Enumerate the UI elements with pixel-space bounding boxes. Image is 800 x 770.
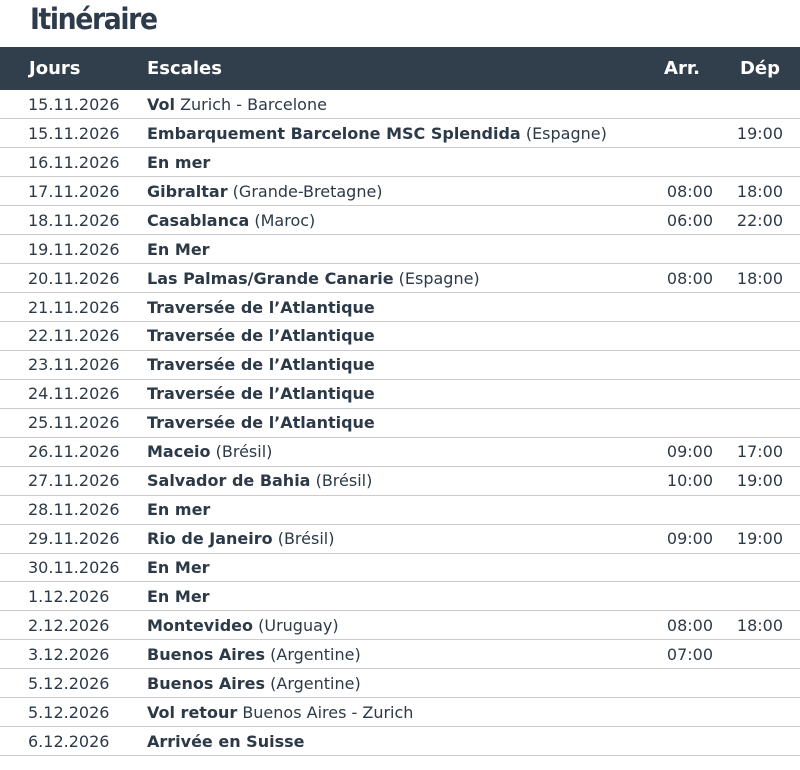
- cell-stop: [147, 640, 638, 669]
- itinerary-body: [0, 90, 800, 756]
- stop-name: En Mer: [147, 557, 210, 577]
- cell-stop: [147, 698, 638, 727]
- cell-arrival: [638, 553, 718, 582]
- cell-arrival: [638, 293, 718, 322]
- cell-stop: [147, 350, 638, 379]
- table-row: [0, 524, 800, 553]
- stop-name: Montevideo: [147, 615, 254, 635]
- cell-arrival: 06:00: [666, 210, 713, 230]
- cell-departure: [718, 698, 800, 727]
- cell-stop: [147, 466, 638, 495]
- table-row: [0, 669, 800, 698]
- cell-day: 17.11.2026: [28, 181, 120, 201]
- table-row: [0, 235, 800, 264]
- cell-day: 26.11.2026: [28, 442, 120, 462]
- cell-day: 29.11.2026: [28, 529, 120, 549]
- table-row: [0, 119, 800, 148]
- cell-day: 23.11.2026: [28, 355, 120, 375]
- cell-arrival: [638, 379, 718, 408]
- cell-day: 30.11.2026: [28, 557, 120, 577]
- stop-detail: Zurich - Barcelone: [180, 94, 327, 114]
- cell-stop: [147, 495, 638, 524]
- cell-stop: [147, 177, 638, 206]
- column-header-arrival: Arr.: [664, 58, 700, 79]
- cell-arrival: 07:00: [666, 644, 713, 664]
- cell-arrival: [638, 148, 718, 177]
- stop-name: En mer: [147, 500, 211, 520]
- cell-day: 28.11.2026: [28, 500, 120, 520]
- cell-arrival: [638, 698, 718, 727]
- cell-day: 5.12.2026: [28, 702, 110, 722]
- cell-day: 1.12.2026: [28, 586, 110, 606]
- cell-arrival: 09:00: [666, 529, 713, 549]
- stop-detail: (Espagne): [398, 268, 480, 288]
- cell-departure: [718, 148, 800, 177]
- stop-detail: (Argentine): [270, 644, 361, 664]
- cell-stop: [147, 90, 638, 119]
- stop-name: Traversée de l’Atlantique: [147, 326, 375, 346]
- stop-name: Embarquement Barcelone MSC Splendida: [147, 123, 521, 143]
- cell-day: 18.11.2026: [28, 210, 120, 230]
- stop-name: En Mer: [147, 239, 210, 259]
- table-row: [0, 698, 800, 727]
- table-row: [0, 582, 800, 611]
- cell-arrival: [638, 582, 718, 611]
- table-row: [0, 640, 800, 669]
- cell-stop: [147, 553, 638, 582]
- cell-departure: [718, 350, 800, 379]
- stop-name: Traversée de l’Atlantique: [147, 355, 375, 375]
- cell-departure: 18:00: [736, 615, 783, 635]
- stop-name: En mer: [147, 152, 211, 172]
- stop-detail: (Brésil): [215, 442, 273, 462]
- cell-day: 16.11.2026: [28, 152, 120, 172]
- stop-detail: (Maroc): [254, 210, 316, 230]
- cell-departure: [718, 640, 800, 669]
- cell-departure: 19:00: [736, 529, 783, 549]
- cell-stop: [147, 379, 638, 408]
- table-row: [0, 293, 800, 322]
- cell-stop: [147, 119, 638, 148]
- stop-detail: (Grande-Bretagne): [232, 181, 383, 201]
- stop-detail: (Brésil): [277, 529, 335, 549]
- table-row: [0, 466, 800, 495]
- cell-stop: [147, 322, 638, 351]
- stop-name: Las Palmas/Grande Canarie: [147, 268, 394, 288]
- stop-name: Buenos Aires: [147, 644, 266, 664]
- table-row: [0, 437, 800, 466]
- cell-day: 3.12.2026: [28, 644, 110, 664]
- cell-stop: [147, 727, 638, 756]
- table-row: [0, 727, 800, 756]
- table-row: [0, 553, 800, 582]
- cell-arrival: [638, 322, 718, 351]
- cell-departure: [718, 495, 800, 524]
- page-title: Itinéraire: [30, 2, 157, 36]
- cell-day: 22.11.2026: [28, 326, 120, 346]
- table-row: [0, 379, 800, 408]
- cell-stop: [147, 437, 638, 466]
- cell-stop: [147, 408, 638, 437]
- cell-arrival: [638, 495, 718, 524]
- stop-name: Traversée de l’Atlantique: [147, 297, 375, 317]
- table-row: [0, 322, 800, 351]
- cell-stop: [147, 524, 638, 553]
- stop-name: Rio de Janeiro: [147, 529, 273, 549]
- cell-arrival: [638, 90, 718, 119]
- stop-name: Maceio: [147, 442, 211, 462]
- cell-arrival: 09:00: [666, 442, 713, 462]
- table-row: [0, 206, 800, 235]
- cell-day: 25.11.2026: [28, 413, 120, 433]
- cell-stop: [147, 293, 638, 322]
- cell-stop: [147, 611, 638, 640]
- stop-detail: (Argentine): [270, 673, 361, 693]
- column-header-stop: Escales: [147, 58, 222, 79]
- table-row: [0, 90, 800, 119]
- cell-arrival: 08:00: [666, 615, 713, 635]
- cell-stop: [147, 148, 638, 177]
- cell-day: 6.12.2026: [28, 731, 110, 751]
- table-header-row: [0, 47, 800, 90]
- stop-detail: Buenos Aires - Zurich: [242, 702, 414, 722]
- cell-arrival: [638, 119, 718, 148]
- cell-day: 21.11.2026: [28, 297, 120, 317]
- stop-name: Traversée de l’Atlantique: [147, 413, 375, 433]
- stop-name: Salvador de Bahia: [147, 471, 311, 491]
- stop-name: Vol retour: [147, 702, 238, 722]
- cell-departure: [718, 727, 800, 756]
- cell-departure: 18:00: [736, 268, 783, 288]
- cell-day: 20.11.2026: [28, 268, 120, 288]
- cell-arrival: [638, 408, 718, 437]
- stop-detail: (Espagne): [525, 123, 607, 143]
- stop-name: Casablanca: [147, 210, 250, 230]
- cell-arrival: [638, 235, 718, 264]
- cell-departure: [718, 379, 800, 408]
- cell-stop: [147, 206, 638, 235]
- stop-name: Vol: [147, 94, 175, 114]
- itinerary-table: [0, 47, 800, 756]
- cell-day: 27.11.2026: [28, 471, 120, 491]
- cell-stop: [147, 235, 638, 264]
- cell-arrival: [638, 669, 718, 698]
- cell-departure: [718, 235, 800, 264]
- cell-departure: [718, 582, 800, 611]
- table-row: [0, 495, 800, 524]
- cell-stop: [147, 582, 638, 611]
- cell-departure: 18:00: [736, 181, 783, 201]
- stop-name: En Mer: [147, 586, 210, 606]
- cell-arrival: 10:00: [666, 471, 713, 491]
- cell-departure: [718, 669, 800, 698]
- column-header-departure: Dép: [739, 58, 780, 79]
- stop-detail: (Brésil): [315, 471, 373, 491]
- cell-arrival: [638, 350, 718, 379]
- cell-day: 24.11.2026: [28, 384, 120, 404]
- stop-detail: (Uruguay): [258, 615, 339, 635]
- cell-arrival: 08:00: [666, 268, 713, 288]
- table-row: [0, 264, 800, 293]
- stop-name: Gibraltar: [147, 181, 228, 201]
- cell-day: 5.12.2026: [28, 673, 110, 693]
- stop-name: Buenos Aires: [147, 673, 266, 693]
- table-row: [0, 350, 800, 379]
- cell-departure: 22:00: [736, 210, 783, 230]
- cell-departure: [718, 293, 800, 322]
- cell-departure: [718, 408, 800, 437]
- cell-day: 15.11.2026: [28, 94, 120, 114]
- cell-departure: [718, 553, 800, 582]
- cell-day: 19.11.2026: [28, 239, 120, 259]
- cell-day: 2.12.2026: [28, 615, 110, 635]
- cell-departure: 19:00: [736, 123, 783, 143]
- cell-stop: [147, 669, 638, 698]
- cell-arrival: [638, 727, 718, 756]
- cell-arrival: 08:00: [666, 181, 713, 201]
- cell-departure: [718, 90, 800, 119]
- table-row: [0, 177, 800, 206]
- cell-day: 15.11.2026: [28, 123, 120, 143]
- table-row: [0, 408, 800, 437]
- cell-departure: 19:00: [736, 471, 783, 491]
- stop-name: Traversée de l’Atlantique: [147, 384, 375, 404]
- table-row: [0, 611, 800, 640]
- cell-stop: [147, 264, 638, 293]
- column-header-day: Jours: [29, 58, 81, 79]
- stop-name: Arrivée en Suisse: [147, 731, 305, 751]
- table-row: [0, 148, 800, 177]
- cell-departure: [718, 322, 800, 351]
- cell-departure: 17:00: [736, 442, 783, 462]
